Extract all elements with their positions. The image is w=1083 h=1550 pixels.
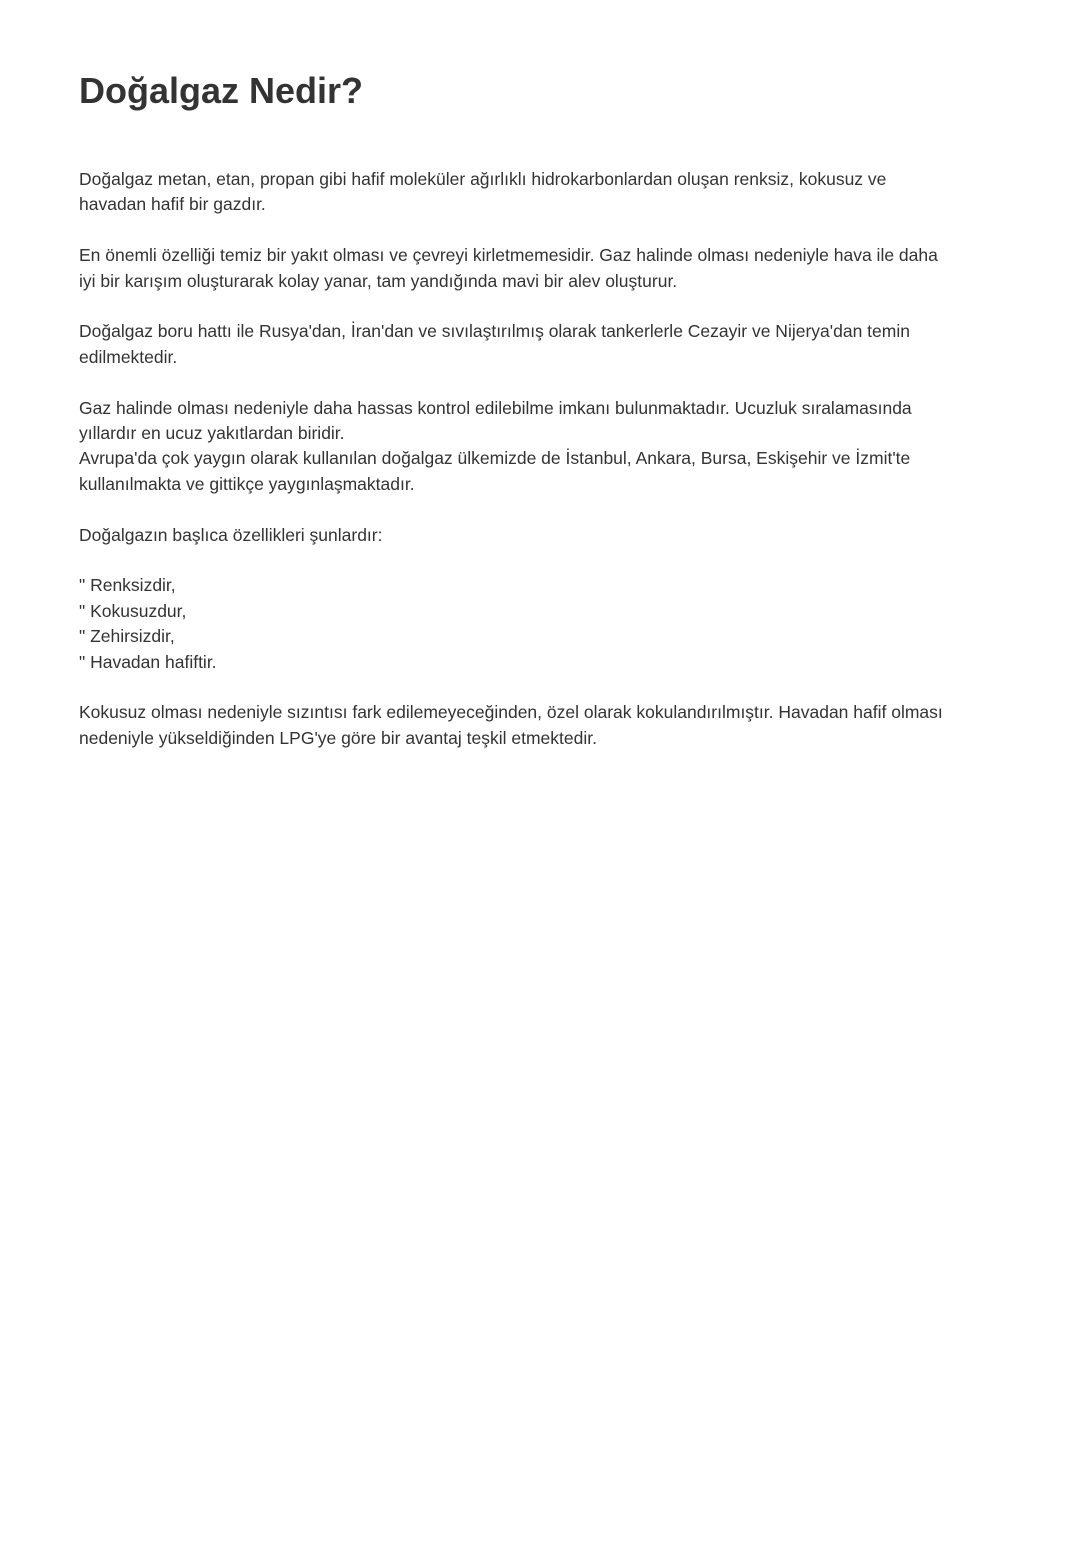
paragraph-line: edilmektedir.	[79, 346, 178, 367]
paragraph-line: Avrupa'da çok yaygın olarak kullanılan doğalgaz ülkemizde de İstanbul, Ankara, Bursa, Eskişehir ve İzmit'te	[79, 448, 911, 469]
paragraph-line: Kokusuz olması nedeniyle sızıntısı fark edilemeyeceğinden, özel olarak kokulandırılmıştır. Havadan hafif olması	[79, 702, 943, 723]
paragraph-odorization	[79, 700, 1019, 751]
paragraph-line: Doğalgaz metan, etan, propan gibi hafif moleküler ağırlıklı hidrokarbonlardan oluşan renksiz, kokusuz ve	[79, 169, 887, 189]
document-body	[79, 167, 1019, 751]
paragraph-features-intro	[79, 523, 1019, 548]
paragraph-importance	[79, 243, 1019, 294]
paragraph-line: iyi bir karışım oluşturarak kolay yanar, tam yandığında mavi bir alev oluşturur.	[79, 270, 678, 291]
paragraph-line: kullanılmakta ve gittikçe yaygınlaşmaktadır.	[79, 473, 415, 494]
list-item: " Renksizdir,	[79, 575, 176, 596]
paragraph-line: yıllardır en ucuz yakıtlardan biridir.	[79, 423, 345, 444]
list-item: " Havadan hafiftir.	[79, 651, 217, 672]
document-page	[79, 0, 1019, 777]
paragraph-line: En önemli özelliği temiz bir yakıt olması ve çevreyi kirletmemesidir. Gaz halinde olması nedeniyle hava ile daha	[79, 245, 938, 266]
paragraph-line: Gaz halinde olması nedeniyle daha hassas kontrol edilebilme imkanı bulunmaktadır. Ucuzluk sıralamasında	[79, 397, 912, 418]
paragraph-line: Doğalgaz boru hattı ile Rusya'dan, İran'dan ve sıvılaştırılmış olarak tankerlerle Cezayir ve Nijerya'dan temin	[79, 321, 910, 342]
features-list	[79, 573, 1019, 675]
paragraph-definition	[79, 167, 1019, 218]
paragraph-line: nedeniyle yükseldiğinden LPG'ye göre bir avantaj teşkil etmektedir.	[79, 727, 597, 748]
list-item: " Zehirsizdir,	[79, 626, 175, 647]
page-title: Doğalgaz Nedir?	[79, 70, 364, 111]
list-item: " Kokusuzdur,	[79, 600, 187, 621]
paragraph-line: havadan hafif bir gazdır.	[79, 194, 266, 215]
paragraph-line: Doğalgazın başlıca özellikleri şunlardır:	[79, 524, 383, 545]
paragraph-supply	[79, 319, 1019, 370]
paragraph-cost-usage	[79, 396, 1019, 498]
